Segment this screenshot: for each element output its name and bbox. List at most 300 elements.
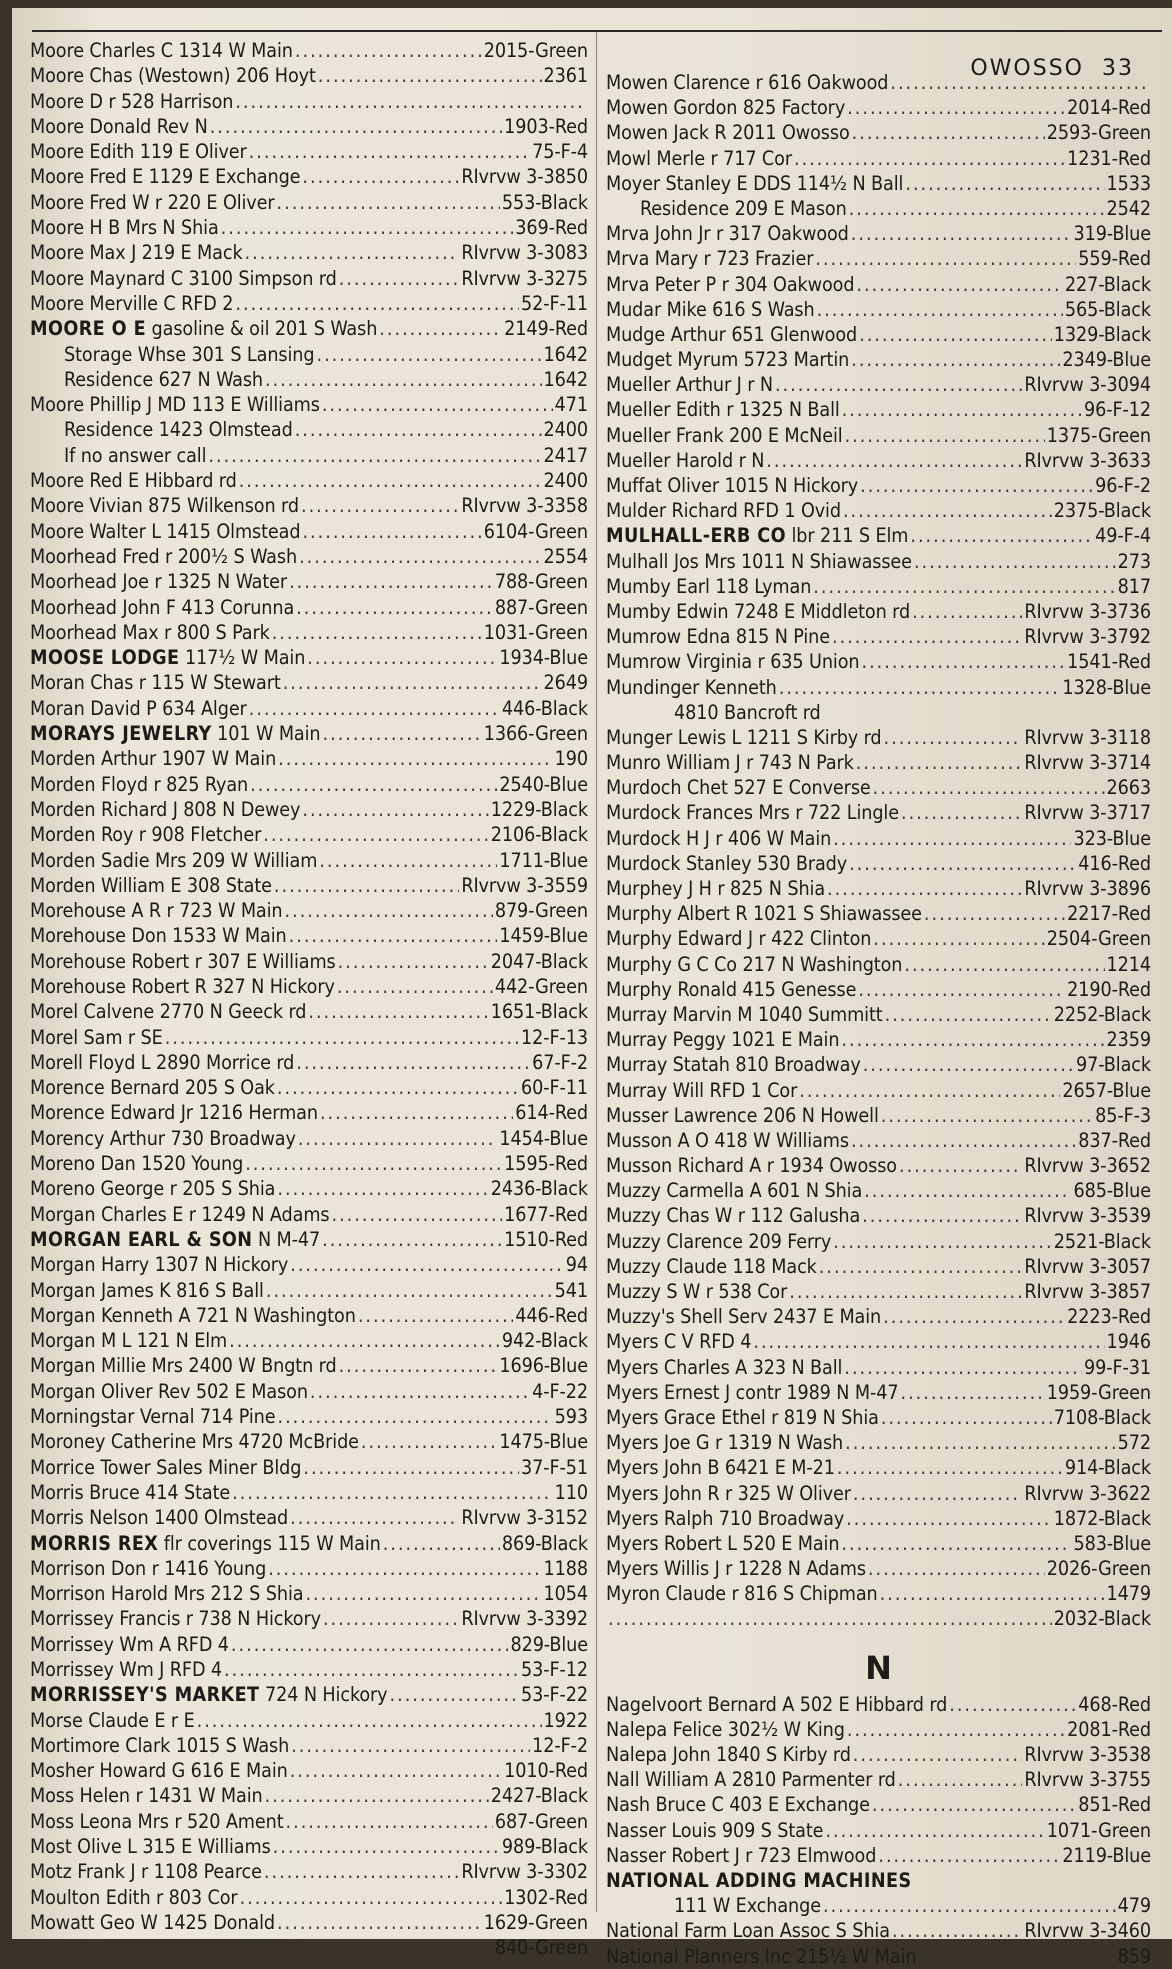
listing-entry bbox=[30, 1758, 588, 1783]
listing-business-name: MORGAN EARL & SON bbox=[30, 1227, 253, 1251]
listing-entry bbox=[30, 1429, 588, 1454]
dot-leader bbox=[799, 1078, 1060, 1103]
listing-name: If no answer call bbox=[64, 443, 207, 467]
listing-name: Mulhall Jos Mrs 1011 N Shiawassee bbox=[606, 549, 912, 573]
listing-entry bbox=[30, 1809, 588, 1834]
listing-entry bbox=[606, 1329, 1151, 1354]
listing-phone: 2217-Red bbox=[1067, 902, 1151, 926]
listing-business-name: MULHALL-ERB CO bbox=[606, 524, 786, 548]
listing-name: Myers Joe G r 1319 N Wash bbox=[606, 1431, 844, 1455]
listing-name: Muzzy Chas W r 112 Galusha bbox=[606, 1204, 861, 1228]
listing-phone: 1329-Black bbox=[1053, 322, 1151, 346]
listing-address: lbr 211 S Elm bbox=[785, 524, 909, 548]
listing-phone: 2427-Black bbox=[490, 1784, 588, 1808]
dot-leader bbox=[873, 926, 1044, 951]
listing-entry bbox=[30, 1885, 588, 1910]
listing-name: Myers Charles A 323 N Ball bbox=[606, 1355, 843, 1379]
listing-name: Morrison Don r 1416 Young bbox=[30, 1556, 267, 1580]
listing-entry bbox=[606, 800, 1151, 825]
listing-phone: RIvrvw 3-3118 bbox=[1024, 725, 1151, 749]
listing-phone: 1229-Black bbox=[490, 797, 588, 821]
listing-entry bbox=[30, 1682, 588, 1707]
dot-leader bbox=[873, 775, 1105, 800]
listing-entry bbox=[606, 1002, 1151, 1027]
right-column bbox=[606, 70, 1151, 1969]
listing-name: Murphey J H r 825 N Shia bbox=[606, 877, 826, 900]
dot-leader bbox=[318, 63, 542, 88]
listing-entry bbox=[30, 1657, 588, 1682]
listing-entry bbox=[606, 246, 1151, 271]
listing-entry bbox=[30, 1783, 588, 1808]
listing-phone: 1903-Red bbox=[504, 114, 588, 138]
listing-name: Myers John R r 325 W Oliver bbox=[606, 1481, 851, 1505]
listing-entry bbox=[30, 544, 588, 569]
dot-leader bbox=[904, 952, 1104, 977]
listing-name: Moss Leona Mrs r 520 Ament bbox=[30, 1809, 284, 1833]
listing-phone: 2026-Green bbox=[1046, 1557, 1151, 1581]
listing-phone: 840-Green bbox=[494, 1936, 588, 1960]
listing-entry bbox=[606, 1506, 1151, 1531]
listing-phone: 97-Black bbox=[1076, 1053, 1151, 1077]
listing-name: Morden Floyd r 825 Ryan bbox=[30, 772, 249, 796]
listing-entry bbox=[606, 1556, 1151, 1581]
listing-phone: 1231-Red bbox=[1067, 146, 1151, 170]
dot-leader bbox=[898, 1767, 1023, 1792]
dot-leader bbox=[863, 1052, 1074, 1077]
listing-phone: RIvrvw 3-3792 bbox=[1024, 625, 1151, 649]
listing-entry bbox=[606, 977, 1151, 1002]
listing-phone: 1510-Red bbox=[504, 1227, 588, 1251]
dot-leader bbox=[289, 569, 493, 594]
listing-name: Mumrow Edna 815 N Pine bbox=[606, 625, 831, 649]
listing-phone: 2149-Red bbox=[504, 317, 588, 341]
dot-leader bbox=[286, 1809, 493, 1834]
listing-name: Morgan Harry 1307 N Hickory bbox=[30, 1253, 289, 1277]
listing-phone: 1541-Red bbox=[1067, 650, 1151, 674]
dot-leader bbox=[235, 89, 586, 114]
listing-entry bbox=[606, 1203, 1151, 1228]
listing-entry bbox=[606, 1103, 1151, 1128]
dot-leader bbox=[608, 1606, 1052, 1631]
dot-leader bbox=[272, 620, 482, 645]
listing-name: 4810 Bancroft rd bbox=[674, 700, 821, 724]
directory-page bbox=[12, 8, 1172, 1968]
listing-entry bbox=[606, 120, 1151, 145]
dot-leader bbox=[268, 1556, 541, 1581]
listing-phone: 2593-Green bbox=[1046, 121, 1151, 145]
listing-entry bbox=[30, 1531, 588, 1556]
dot-leader bbox=[851, 347, 1060, 372]
dot-leader bbox=[197, 1708, 542, 1733]
listing-entry bbox=[30, 443, 588, 468]
listing-phone: RIvrvw 3-3275 bbox=[461, 266, 588, 290]
listing-entry bbox=[606, 1153, 1151, 1178]
dot-leader bbox=[861, 649, 1065, 674]
listing-name: Moore Max J 219 E Mack bbox=[30, 241, 243, 265]
listing-phone: 60-F-11 bbox=[520, 1076, 588, 1100]
listing-phone: 2119-Blue bbox=[1062, 1843, 1151, 1867]
listing-name: Morehouse Robert r 307 E Williams bbox=[30, 949, 336, 973]
dot-leader bbox=[849, 851, 1076, 876]
listing-name: Moorhead John F 413 Corunna bbox=[30, 595, 295, 619]
dot-leader bbox=[245, 1151, 502, 1176]
listing-phone: RIvrvw 3-3057 bbox=[1024, 1254, 1151, 1278]
dot-leader bbox=[290, 1505, 459, 1530]
listing-phone: RIvrvw 3-3460 bbox=[1024, 1919, 1151, 1943]
listing-entry bbox=[606, 70, 1151, 95]
listing-name: Munro William J r 743 N Park bbox=[606, 751, 854, 775]
listing-name: Mueller Frank 200 E McNeil bbox=[606, 423, 843, 447]
listing-name: Morgan Oliver Rev 502 E Mason bbox=[30, 1379, 308, 1403]
listing-phone: 1071-Green bbox=[1046, 1818, 1151, 1842]
listing-entry bbox=[606, 1843, 1151, 1868]
listing-name: Moran Chas r 115 W Stewart bbox=[30, 671, 281, 695]
listing-name: Moore Vivian 875 Wilkenson rd bbox=[30, 494, 299, 518]
listing-name: Muffat Oliver 1015 N Hickory bbox=[606, 474, 859, 497]
listing-entry bbox=[606, 1868, 1151, 1893]
dot-leader bbox=[880, 1581, 1105, 1606]
listing-phone: 2521-Black bbox=[1053, 1229, 1151, 1253]
listing-entry bbox=[606, 851, 1151, 876]
listing-phone: RIvrvw 3-3896 bbox=[1024, 877, 1151, 900]
dot-leader bbox=[302, 519, 481, 544]
listing-name: Moore Charles C 1314 W Main bbox=[30, 39, 293, 62]
dot-leader bbox=[775, 372, 1022, 397]
dot-leader bbox=[305, 1581, 541, 1606]
listing-name bbox=[30, 1227, 320, 1252]
listing-phone: 2554 bbox=[543, 544, 588, 568]
listing-entry bbox=[606, 221, 1151, 246]
listing-entry bbox=[606, 826, 1151, 851]
listing-entry bbox=[30, 595, 588, 620]
dot-leader bbox=[884, 725, 1023, 750]
listing-entry bbox=[30, 240, 588, 265]
listing-entry bbox=[606, 1027, 1151, 1052]
dot-leader bbox=[868, 1556, 1045, 1581]
listing-phone: 2361 bbox=[543, 64, 588, 88]
dot-leader bbox=[296, 595, 493, 620]
listing-entry bbox=[606, 1893, 1151, 1918]
dot-leader bbox=[235, 291, 519, 316]
listing-phone: 85-F-3 bbox=[1095, 1103, 1151, 1127]
listing-phone: 1677-Red bbox=[504, 1202, 588, 1226]
listing-address: N M-47 bbox=[252, 1227, 321, 1251]
listing-entry bbox=[30, 1733, 588, 1758]
dot-leader bbox=[899, 1153, 1022, 1178]
listing-name: Moroney Catherine Mrs 4720 McBride bbox=[30, 1430, 359, 1454]
dot-leader bbox=[383, 1531, 500, 1556]
city-name: OWOSSO bbox=[970, 56, 1084, 81]
listing-entry bbox=[606, 775, 1151, 800]
listing-entry bbox=[30, 392, 588, 417]
listing-entry bbox=[30, 190, 588, 215]
listing-phone: 614-Red bbox=[515, 1101, 588, 1125]
dot-leader bbox=[843, 498, 1052, 523]
dot-leader bbox=[283, 670, 542, 695]
listing-name: Mowl Merle r 717 Cor bbox=[606, 146, 792, 170]
dot-leader bbox=[322, 392, 553, 417]
listing-name: Moss Helen r 1431 W Main bbox=[30, 1784, 263, 1808]
listing-name: Munger Lewis L 1211 S Kirby rd bbox=[606, 725, 882, 749]
listing-name: Muzzy S W r 538 Cor bbox=[606, 1280, 788, 1303]
dot-leader bbox=[949, 1692, 1076, 1717]
dot-leader bbox=[851, 221, 1072, 246]
listing-phone: RIvrvw 3-3392 bbox=[461, 1607, 588, 1631]
listing-phone: 541 bbox=[554, 1278, 588, 1302]
listing-phone: RIvrvw 3-3302 bbox=[461, 1860, 588, 1884]
listing-address: 101 W Main bbox=[211, 722, 321, 746]
listing-phone: 369-Red bbox=[515, 216, 588, 240]
listing-entry bbox=[606, 1692, 1151, 1717]
listing-phone: 1642 bbox=[543, 367, 588, 391]
listing-name: Moreno Dan 1520 Young bbox=[30, 1152, 244, 1176]
dot-leader bbox=[273, 1834, 500, 1859]
listing-name: Mumby Earl 118 Lyman bbox=[606, 574, 812, 598]
listing-business-name: MOORE O E bbox=[30, 317, 147, 341]
listing-phone: 468-Red bbox=[1078, 1692, 1151, 1716]
listing-phone: 2400 bbox=[543, 418, 588, 442]
listing-entry bbox=[30, 342, 588, 367]
listing-entry bbox=[606, 1792, 1151, 1817]
listing-phone: 7108-Black bbox=[1053, 1405, 1151, 1429]
listing-name: Morell Floyd L 2890 Morrice rd bbox=[30, 1050, 295, 1074]
listing-name: Murphy Albert R 1021 S Shiawassee bbox=[606, 902, 922, 926]
listing-entry bbox=[606, 448, 1151, 473]
listing-entry bbox=[606, 322, 1151, 347]
dot-leader bbox=[224, 1657, 519, 1682]
listing-name: Moran David P 634 Alger bbox=[30, 696, 247, 720]
dot-leader bbox=[813, 574, 1115, 599]
listing-entry bbox=[30, 620, 588, 645]
listing-phone: 67-F-2 bbox=[532, 1050, 588, 1074]
dot-leader bbox=[817, 297, 1063, 322]
listing-name: Morningstar Vernal 714 Pine bbox=[30, 1405, 276, 1429]
dot-leader bbox=[290, 1758, 502, 1783]
listing-entry bbox=[30, 493, 588, 518]
listing-address: flr coverings 115 W Main bbox=[158, 1531, 381, 1555]
dot-leader bbox=[277, 1075, 519, 1100]
listing-phone: 190 bbox=[554, 747, 588, 771]
listing-phone: 1214 bbox=[1106, 952, 1151, 976]
listing-phone: 1031-Green bbox=[483, 620, 588, 644]
listing-name: Nalepa Felice 302½ W King bbox=[606, 1717, 845, 1741]
dot-leader bbox=[277, 1910, 482, 1935]
dot-leader bbox=[845, 1430, 1116, 1455]
listing-name: Morden Arthur 1907 W Main bbox=[30, 747, 277, 771]
dot-leader bbox=[881, 1103, 1093, 1128]
listing-phone: 553-Black bbox=[501, 190, 588, 214]
listing-entry bbox=[30, 164, 588, 189]
listing-entry bbox=[606, 272, 1151, 297]
dot-leader bbox=[390, 1682, 519, 1707]
dot-leader bbox=[165, 1025, 519, 1050]
listing-name: Morgan Charles E r 1249 N Adams bbox=[30, 1202, 330, 1226]
listing-phone: 583-Blue bbox=[1073, 1531, 1151, 1555]
listing-phone: 1959-Green bbox=[1046, 1380, 1151, 1404]
dot-leader bbox=[890, 70, 1149, 95]
dot-leader bbox=[265, 1783, 489, 1808]
listing-phone: RIvrvw 3-3717 bbox=[1024, 801, 1151, 825]
listing-phone: 1696-Blue bbox=[499, 1354, 588, 1378]
listing-entry bbox=[30, 266, 588, 291]
listing-name: Murray Marvin M 1040 Summitt bbox=[606, 1002, 883, 1026]
dot-leader bbox=[853, 1742, 1023, 1767]
listing-entry bbox=[30, 291, 588, 316]
listing-phone: 1629-Green bbox=[483, 1910, 588, 1934]
listing-phone: 1642 bbox=[543, 342, 588, 366]
listing-entry bbox=[30, 898, 588, 923]
dot-leader bbox=[849, 196, 1105, 221]
listing-entry bbox=[606, 1944, 1151, 1969]
dot-leader bbox=[319, 848, 497, 873]
listing-name: Murdoch Chet 527 E Converse bbox=[606, 776, 871, 800]
dot-leader bbox=[298, 1126, 498, 1151]
listing-name: Murphy Edward J r 422 Clinton bbox=[606, 927, 872, 951]
listing-name: Moulton Edith r 803 Cor bbox=[30, 1885, 238, 1909]
listing-phone: 1479 bbox=[1106, 1582, 1151, 1606]
listing-entry bbox=[30, 1455, 588, 1480]
listing-name: Morel Sam r SE bbox=[30, 1025, 163, 1049]
dot-leader bbox=[825, 1818, 1044, 1843]
dot-leader bbox=[308, 999, 488, 1024]
listing-name: Mueller Arthur J r N bbox=[606, 373, 773, 397]
dot-leader bbox=[789, 1279, 1022, 1304]
dot-leader bbox=[301, 493, 459, 518]
listing-name: Nasser Robert J r 723 Elmwood bbox=[606, 1843, 877, 1867]
listing-entry bbox=[606, 1742, 1151, 1767]
listing-phone: 53-F-12 bbox=[520, 1658, 588, 1681]
dot-leader bbox=[278, 746, 552, 771]
listing-name: Moorhead Joe r 1325 N Water bbox=[30, 570, 288, 594]
dot-leader bbox=[846, 1506, 1052, 1531]
listing-phone: 2014-Red bbox=[1067, 96, 1151, 120]
listing-entry bbox=[606, 1178, 1151, 1203]
listing-name: Mrva Mary r 723 Frazier bbox=[606, 247, 814, 271]
dot-leader bbox=[856, 272, 1062, 297]
listing-phone: 2081-Red bbox=[1067, 1717, 1151, 1741]
listing-phone: 12-F-2 bbox=[532, 1733, 588, 1757]
listing-phone: 829-Blue bbox=[510, 1632, 588, 1656]
dot-leader bbox=[291, 1733, 530, 1758]
dot-leader bbox=[833, 826, 1071, 851]
listing-entry bbox=[30, 1075, 588, 1100]
listing-name: Mundinger Kenneth bbox=[606, 675, 777, 699]
listing-phone: 1651-Black bbox=[490, 1000, 588, 1024]
listing-entry bbox=[606, 1128, 1151, 1153]
dot-leader bbox=[32, 1935, 493, 1960]
listing-entry bbox=[30, 1505, 588, 1530]
dot-leader bbox=[295, 38, 482, 63]
listing-entry bbox=[606, 649, 1151, 674]
listing-entry bbox=[606, 750, 1151, 775]
listing-name: Mrva Peter P r 304 Oakwood bbox=[606, 272, 855, 296]
listing-name: Morrissey Francis r 738 N Hickory bbox=[30, 1607, 321, 1631]
listing-entry bbox=[30, 417, 588, 442]
dot-leader bbox=[878, 1843, 1060, 1868]
listing-entry bbox=[30, 670, 588, 695]
listing-entry bbox=[606, 423, 1151, 448]
listing-phone: 416-Red bbox=[1078, 851, 1151, 875]
listing-name: Moore Chas (Westown) 206 Hoyt bbox=[30, 64, 316, 88]
listing-phone: 2542 bbox=[1106, 196, 1151, 220]
dot-leader bbox=[285, 898, 493, 923]
listing-name: Morence Edward Jr 1216 Herman bbox=[30, 1101, 318, 1125]
listing-phone: 2649 bbox=[543, 671, 588, 695]
listing-entry bbox=[30, 1859, 588, 1884]
listing-phone: 52-F-11 bbox=[520, 291, 588, 315]
listing-address: 724 N Hickory bbox=[259, 1683, 388, 1707]
listing-entry bbox=[30, 1278, 588, 1303]
listing-name: Musson Richard A r 1934 Owosso bbox=[606, 1154, 897, 1178]
dot-leader bbox=[232, 1480, 552, 1505]
listing-phone: 2349-Blue bbox=[1062, 348, 1151, 372]
listing-phone: 1872-Black bbox=[1053, 1506, 1151, 1530]
listing-name: Morgan Millie Mrs 2400 W Bngtn rd bbox=[30, 1354, 337, 1378]
listing-phone: 479 bbox=[1117, 1894, 1151, 1918]
dot-leader bbox=[841, 1531, 1071, 1556]
left-column bbox=[30, 38, 588, 1961]
dot-leader bbox=[856, 750, 1023, 775]
dot-leader bbox=[249, 139, 530, 164]
listing-phone: 37-F-51 bbox=[520, 1455, 588, 1479]
listing-phone: RIvrvw 3-3152 bbox=[461, 1506, 588, 1530]
listing-phone: 1328-Blue bbox=[1062, 675, 1151, 699]
dot-leader bbox=[339, 266, 460, 291]
dot-leader bbox=[358, 1303, 513, 1328]
listing-phone: 837-Red bbox=[1078, 1128, 1151, 1152]
listing-entry bbox=[606, 1455, 1151, 1480]
listing-name: Myers Grace Ethel r 819 N Shia bbox=[606, 1405, 879, 1429]
listing-phone: RIvrvw 3-3736 bbox=[1024, 599, 1151, 623]
listing-phone: 319-Blue bbox=[1073, 222, 1151, 246]
listing-name bbox=[30, 1682, 388, 1707]
listing-phone: 96-F-2 bbox=[1095, 474, 1151, 497]
listing-entry bbox=[30, 1126, 588, 1151]
listing-phone: RIvrvw 3-3559 bbox=[461, 873, 588, 897]
dot-leader bbox=[852, 120, 1045, 145]
listing-phone: 94 bbox=[565, 1253, 588, 1277]
listing-phone: 2375-Black bbox=[1053, 499, 1151, 523]
listing-entry bbox=[606, 574, 1151, 599]
listing-business-name: MORRISSEY'S MARKET bbox=[30, 1683, 260, 1707]
listing-name: Morden Richard J 808 N Dewey bbox=[30, 797, 301, 821]
listing-name: Morden Roy r 908 Fletcher bbox=[30, 823, 262, 847]
listing-name: Moore H B Mrs N Shia bbox=[30, 216, 219, 240]
listing-phone: 227-Black bbox=[1064, 272, 1151, 296]
listing-phone: RIvrvw 3-3652 bbox=[1024, 1154, 1151, 1178]
listing-phone: 2223-Red bbox=[1067, 1305, 1151, 1329]
listing-phone: 1054 bbox=[543, 1582, 588, 1606]
listing-name: Murray Peggy 1021 E Main bbox=[606, 1028, 840, 1052]
listing-phone: 6104-Green bbox=[483, 519, 588, 543]
listing-phone: 1188 bbox=[543, 1556, 588, 1580]
listing-phone: 96-F-12 bbox=[1083, 398, 1151, 422]
listing-name: Myers Ralph 710 Broadway bbox=[606, 1506, 845, 1530]
dot-leader bbox=[881, 1405, 1052, 1430]
dot-leader bbox=[331, 1202, 502, 1227]
listing-entry bbox=[30, 746, 588, 771]
listing-name: Muzzy Clarence 209 Ferry bbox=[606, 1229, 832, 1253]
listing-name: Mowen Gordon 825 Factory bbox=[606, 96, 846, 120]
listing-entry bbox=[606, 1606, 1151, 1631]
dot-leader bbox=[910, 523, 1093, 548]
listing-phone: 99-F-31 bbox=[1083, 1355, 1151, 1379]
listing-entry bbox=[30, 215, 588, 240]
listing-entry bbox=[30, 873, 588, 898]
listing-name: Nash Bruce C 403 E Exchange bbox=[606, 1793, 870, 1817]
listing-entry bbox=[30, 999, 588, 1024]
dot-leader bbox=[316, 342, 541, 367]
